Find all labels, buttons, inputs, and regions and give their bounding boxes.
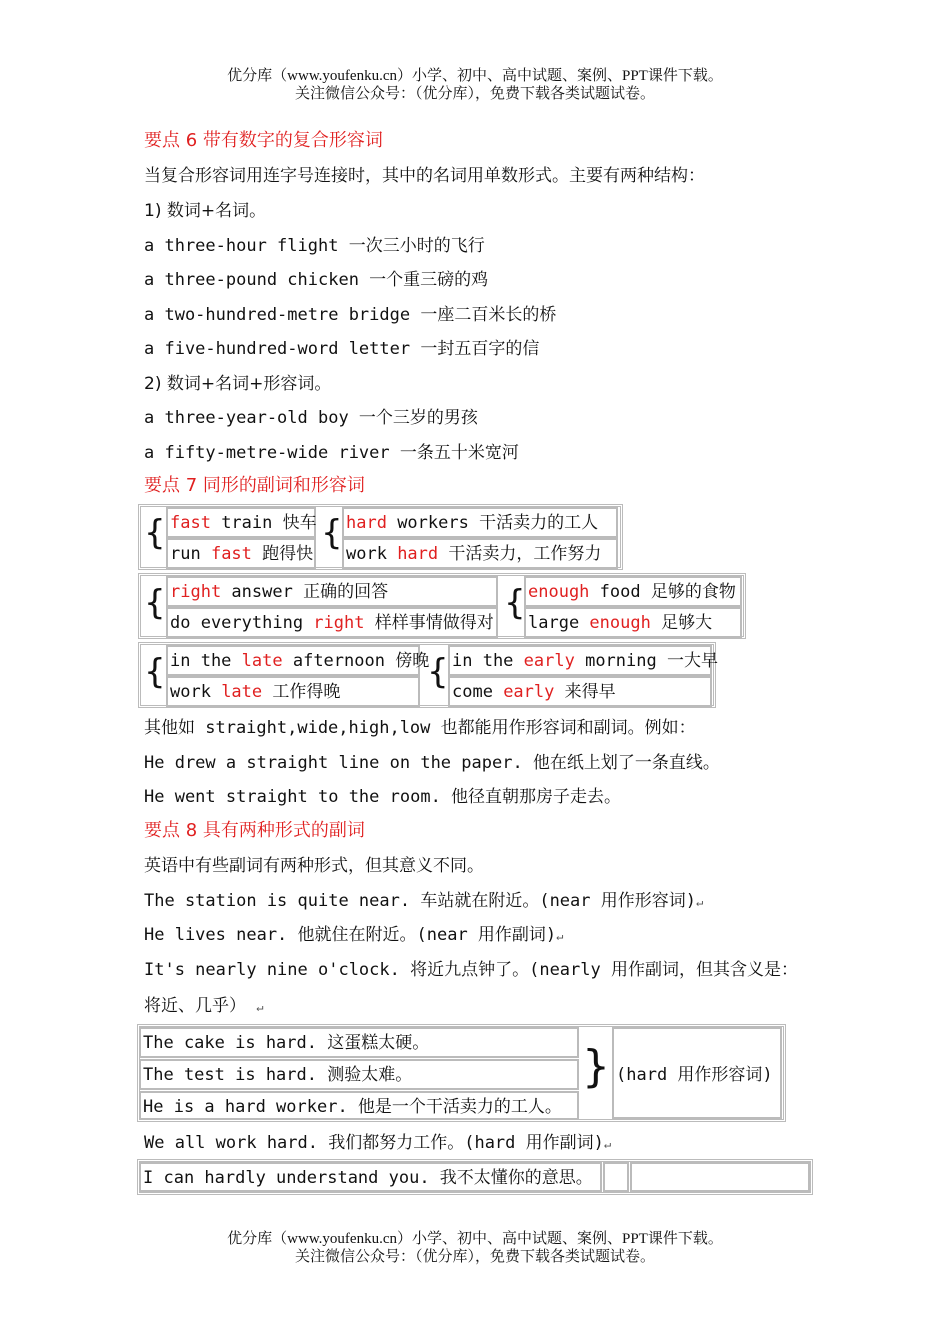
hardly-table-cell: I can hardly understand you. 我不太懂你的意思。	[139, 1162, 602, 1192]
pair-cell: work late 工作得晚	[166, 676, 420, 707]
page-header	[0, 67, 950, 103]
pair-cell: right answer 正确的回答	[166, 576, 498, 607]
section-7-heading: 要点 7 同形的副词和形容词	[144, 475, 365, 496]
pair-cell: large enough 足够大	[524, 607, 742, 638]
example-line: He went straight to the room. 他径直朝那房子走去。	[144, 787, 622, 807]
example-line: a five-hundred-word letter 一封五百字的信	[144, 339, 540, 359]
brace-icon: {	[427, 652, 449, 692]
hard-table-cell: The cake is hard. 这蛋糕太硬。	[139, 1027, 579, 1058]
brace-icon: {	[504, 583, 526, 623]
pair-cell: run fast 跑得快	[166, 538, 316, 569]
brace-icon: {	[144, 513, 166, 553]
pair-cell: enough food 足够的食物	[524, 576, 742, 607]
brace-icon: {	[144, 652, 166, 692]
pair-cell: in the late afternoon 傍晚	[166, 645, 420, 676]
header-line-1: 优分库（www.youfenku.cn）小学、初中、高中试题、案例、PPT课件下载。	[227, 68, 723, 84]
example-line: He lives near. 他就住在附近。(near 用作副词)↵	[144, 925, 564, 945]
section-8-intro: 英语中有些副词有两种形式，但其意义不同。	[144, 856, 484, 876]
footer-line-2: 关注微信公众号：（优分库），免费下载各类试题试卷。	[294, 1249, 655, 1265]
pair-cell: fast train 快车	[166, 507, 316, 538]
brace-icon: {	[144, 583, 166, 623]
right-brace-icon: }	[582, 1041, 610, 1092]
pair-cell: do everything right 样样事情做得对	[166, 607, 498, 638]
hardly-table-empty-cell	[603, 1162, 629, 1192]
example-line: a three-year-old boy 一个三岁的男孩	[144, 408, 478, 428]
example-line: He drew a straight line on the paper. 他在纸上划了一条直线。	[144, 753, 720, 773]
header-line-2: 关注微信公众号：（优分库），免费下载各类试题试卷。	[294, 86, 655, 102]
section-7-other: 其他如 straight,wide,high,low 也都能用作形容词和副词。例如：	[144, 718, 696, 738]
page-footer	[0, 1230, 950, 1266]
hard-table-cell: He is a hard worker. 他是一个干活卖力的工人。	[139, 1091, 579, 1120]
section-6-intro: 当复合形容词用连字号连接时，其中的名词用单数形式。主要有两种结构：	[144, 166, 705, 186]
pair-cell: come early 来得早	[448, 676, 712, 707]
example-line-cont: 将近、几乎） ↵	[144, 996, 264, 1016]
brace-icon: {	[321, 513, 343, 553]
example-line: a two-hundred-metre bridge 一座二百米长的桥	[144, 305, 557, 325]
example-line: a three-hour flight 一次三小时的飞行	[144, 236, 485, 256]
pair-cell: work hard 干活卖力，工作努力	[342, 538, 618, 569]
structure-1: 1) 数词+名词。	[144, 201, 267, 221]
hard-table-note: (hard 用作形容词)	[612, 1027, 782, 1119]
hard-table-cell: The test is hard. 测验太难。	[139, 1059, 579, 1090]
section-6-heading: 要点 6 带有数字的复合形容词	[144, 130, 383, 151]
pair-cell: in the early morning 一大早	[448, 645, 712, 676]
example-line: a three-pound chicken 一个重三磅的鸡	[144, 270, 489, 290]
structure-2: 2) 数词+名词+形容词。	[144, 374, 332, 394]
pair-cell: hard workers 干活卖力的工人	[342, 507, 618, 538]
example-line: It's nearly nine o'clock. 将近九点钟了。(nearly 用作副词，但其含义是：	[144, 960, 798, 980]
example-line: The station is quite near. 车站就在附近。(near 用作形容词)↵	[144, 891, 704, 911]
hardly-table-empty-cell	[630, 1162, 810, 1192]
example-line: We all work hard. 我们都努力工作。(hard 用作副词)↵	[144, 1133, 612, 1153]
example-line: a fifty-metre-wide river 一条五十米宽河	[144, 443, 519, 463]
footer-line-1: 优分库（www.youfenku.cn）小学、初中、高中试题、案例、PPT课件下载。	[227, 1231, 723, 1247]
section-8-heading: 要点 8 具有两种形式的副词	[144, 820, 365, 841]
